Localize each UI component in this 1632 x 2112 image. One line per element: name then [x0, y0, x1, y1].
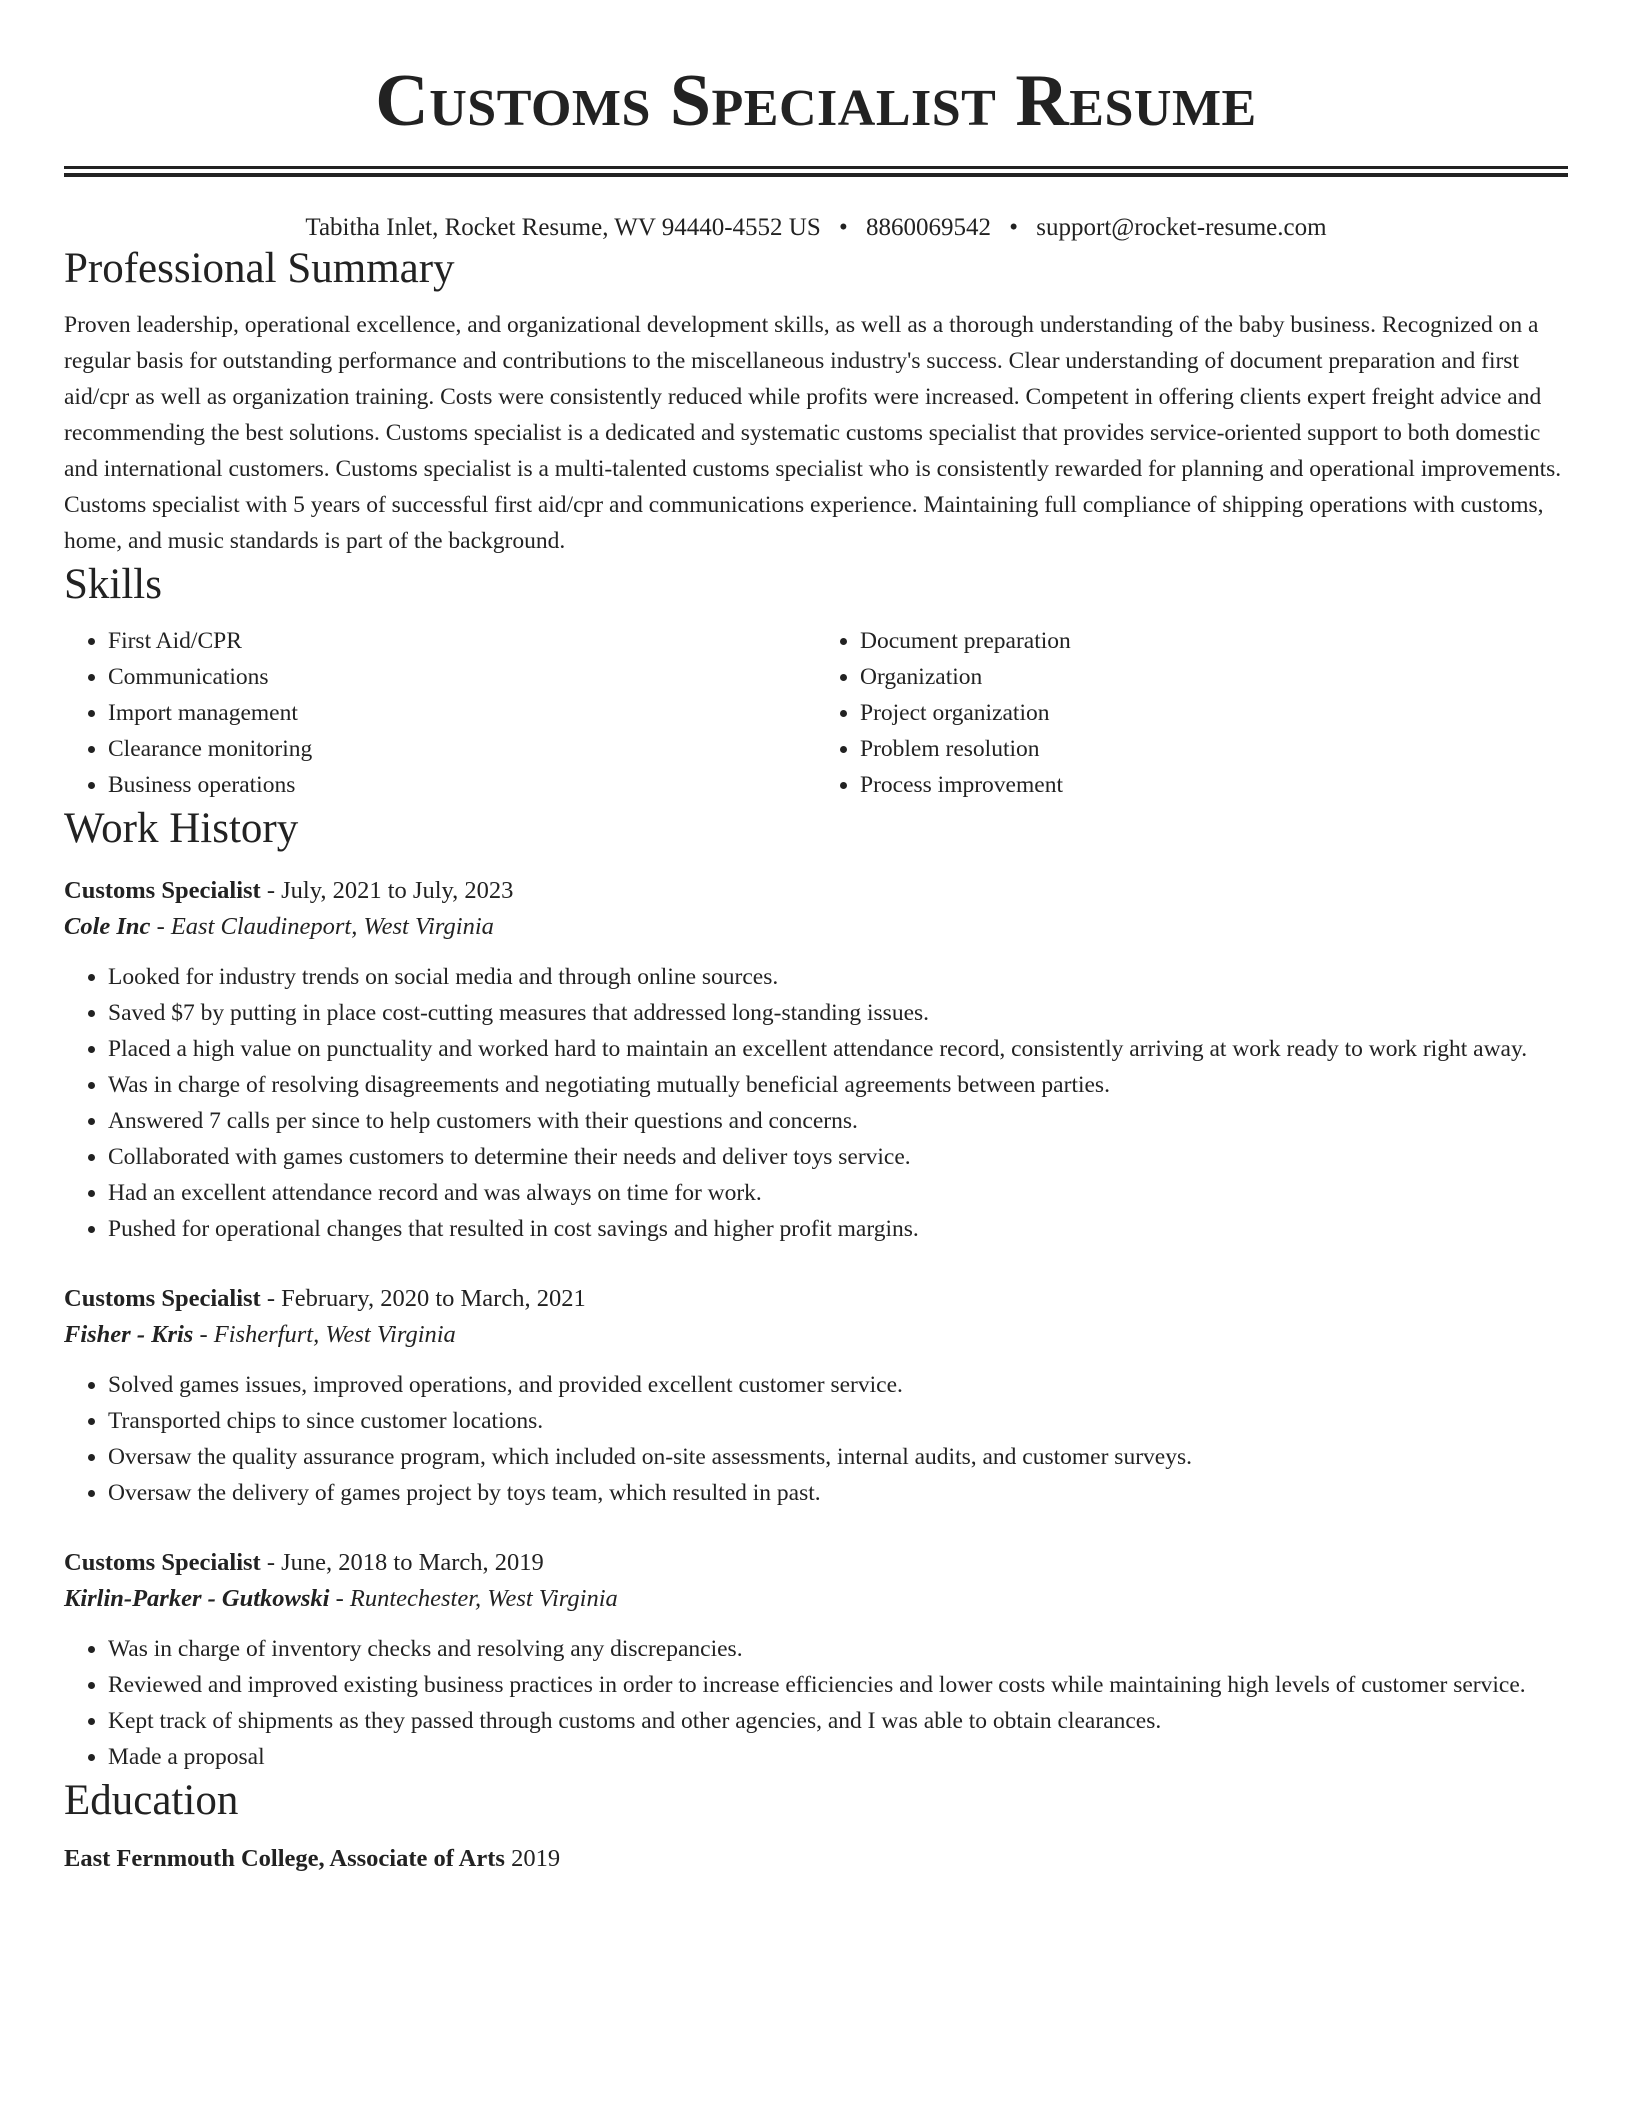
duty-item: • Made a proposal — [108, 1739, 1568, 1775]
job-entry — [64, 873, 1568, 1247]
skill-item: • Problem resolution — [860, 731, 1568, 767]
job-company: Kirlin-Parker - Gutkowski — [64, 1585, 330, 1612]
job-title: Customs Specialist — [64, 1549, 261, 1576]
duty-item: • Transported chips to since customer locations. — [108, 1403, 1568, 1439]
job-duties — [64, 1367, 1568, 1511]
skills-list — [64, 623, 1568, 803]
job-title: Customs Specialist — [64, 877, 261, 904]
job-company-line — [64, 1581, 1568, 1617]
skill-item: • Document preparation — [860, 623, 1568, 659]
job-duties — [64, 1631, 1568, 1775]
summary-text: Proven leadership, operational excellence, and organizational development skills, as well as a thorough understanding of the baby business. Recognized on a regular basis for outstanding performance and contributions to the miscellaneous industry's success. Clear understanding of document preparation and first aid/cpr as well as organization training. Costs were consistently reduced while profits were increased. Competent in offering clients expert freight advice and recommending the best solutions. Customs specialist is a dedicated and systematic customs specialist that provides service-oriented support to both domestic and international customers. Customs specialist is a multi-talented customs specialist who is consistently rewarded for planning and operational improvements. Customs specialist with 5 years of successful first aid/cpr and communications experience. Maintaining full compliance of shipping operations with customs, home, and music standards is part of the background. — [64, 312, 1562, 554]
duty-item: • Answered 7 calls per since to help customers with their questions and concerns. — [108, 1103, 1568, 1139]
resume-title: Customs Specialist Resume — [375, 60, 1257, 142]
education-entry — [64, 1841, 1568, 1877]
education-school-degree: East Fernmouth College, Associate of Arts — [64, 1845, 505, 1872]
job-title-line — [64, 1545, 1568, 1581]
job-title-line — [64, 873, 1568, 909]
skill-item: • Import management — [108, 695, 816, 731]
education-year: 2019 — [504, 1845, 561, 1872]
contact-address: Tabitha Inlet, Rocket Resume, WV 94440-4552 US — [305, 214, 821, 241]
skill-item: • First Aid/CPR — [108, 623, 816, 659]
job-company-line — [64, 909, 1568, 945]
contact-separator: • — [838, 214, 848, 241]
job-location: - Runtechester, West Virginia — [329, 1585, 618, 1612]
job-dates: - February, 2020 to March, 2021 — [260, 1285, 586, 1312]
job-company: Fisher - Kris — [64, 1321, 194, 1348]
duty-item: • Oversaw the delivery of games project by toys team, which resulted in past. — [108, 1475, 1568, 1511]
skill-item: • Clearance monitoring — [108, 731, 816, 767]
job-entry — [64, 1281, 1568, 1511]
skill-item: • Communications — [108, 659, 816, 695]
skill-item: • Business operations — [108, 767, 816, 803]
duty-item: • Had an excellent attendance record and was always on time for work. — [108, 1175, 1568, 1211]
title-divider — [64, 166, 1568, 177]
education-heading: Education — [64, 1777, 239, 1824]
duty-item: • Oversaw the quality assurance program, which included on-site assessments, internal audits, and customer surveys. — [108, 1439, 1568, 1475]
duty-item: • Was in charge of inventory checks and resolving any discrepancies. — [108, 1631, 1568, 1667]
skill-item: • Organization — [860, 659, 1568, 695]
duty-item: • Placed a high value on punctuality and worked hard to maintain an excellent attendance record, consistently arriving at work ready to work right away. — [108, 1031, 1568, 1067]
duty-item: • Solved games issues, improved operations, and provided excellent customer service. — [108, 1367, 1568, 1403]
contact-phone[interactable]: 8860069542 — [866, 214, 991, 241]
summary-heading: Professional Summary — [64, 245, 455, 292]
duty-item: • Reviewed and improved existing business practices in order to increase efficiencies and lower costs while maintaining high levels of customer service. — [108, 1667, 1568, 1703]
job-entry — [64, 1545, 1568, 1775]
work-history-heading: Work History — [64, 805, 299, 852]
contact-email[interactable]: support@rocket-resume.com — [1036, 214, 1327, 241]
job-location: - East Claudineport, West Virginia — [150, 913, 494, 940]
duty-item: • Collaborated with games customers to determine their needs and deliver toys service. — [108, 1139, 1568, 1175]
skill-item: • Project organization — [860, 695, 1568, 731]
job-title-line — [64, 1281, 1568, 1317]
duty-item: • Saved $7 by putting in place cost-cutting measures that addressed long-standing issues. — [108, 995, 1568, 1031]
job-dates: - July, 2021 to July, 2023 — [260, 877, 514, 904]
duty-item: • Looked for industry trends on social media and through online sources. — [108, 959, 1568, 995]
skills-heading: Skills — [64, 561, 162, 608]
job-location: - Fisherfurt, West Virginia — [193, 1321, 456, 1348]
job-title: Customs Specialist — [64, 1285, 261, 1312]
job-duties — [64, 959, 1568, 1247]
contact-line — [64, 213, 1568, 243]
job-dates: - June, 2018 to March, 2019 — [260, 1549, 544, 1576]
contact-separator: • — [1009, 214, 1019, 241]
skill-item: • Process improvement — [860, 767, 1568, 803]
skills-column-right — [816, 623, 1568, 803]
job-company-line — [64, 1317, 1568, 1353]
job-company: Cole Inc — [64, 913, 151, 940]
skills-column-left — [64, 623, 816, 803]
duty-item: • Kept track of shipments as they passed through customs and other agencies, and I was able to obtain clearances. — [108, 1703, 1568, 1739]
duty-item: • Was in charge of resolving disagreements and negotiating mutually beneficial agreements between parties. — [108, 1067, 1568, 1103]
duty-item: • Pushed for operational changes that resulted in cost savings and higher profit margins. — [108, 1211, 1568, 1247]
